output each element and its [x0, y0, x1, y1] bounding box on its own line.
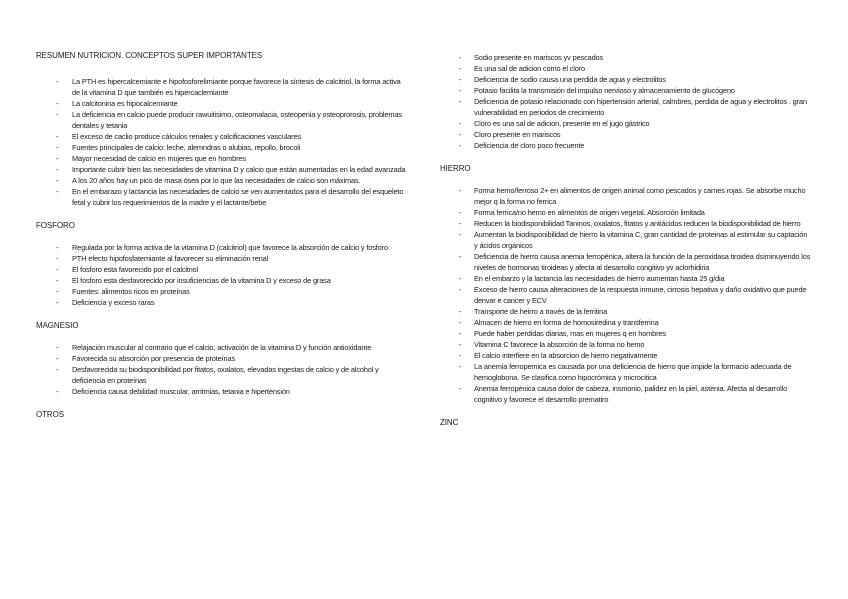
- fosforo-heading: FOSFORO: [36, 221, 75, 230]
- list-item: - Mayor necesidad de calcio en mujeres que en hombres: [36, 153, 406, 164]
- list-item: - Cloro es una sal de adicion, presente en el jugo gástrico: [440, 118, 812, 129]
- list-item: - Deficiencia causa debilidad muscular, arritmias, tetania e hipertensión: [36, 386, 406, 397]
- list-item: - Potasio facilita la transmisión del impulso nervioso y almacenamiento de glucógeno: [440, 85, 812, 96]
- list-item: - La anemia ferropemica es causada por una deficiencia de hierro que impide la formacio adecuada de hemoglobona. Se clasifica como hipocrómica y microcitica: [440, 361, 812, 383]
- hierro-list: [440, 185, 812, 405]
- list-item: - Fuentes principales de calcio: leche, alemndras o alubias, repollo, brocoli: [36, 142, 406, 153]
- list-item: - Fuentes: alimentos ricos en proteínas: [36, 286, 406, 297]
- list-item: - En el embarazo y lactancia las necesidades de calcio se ven aumentados para el desarrollo del esqueleto fetal y cubrir los requerimientos de la madre y el lactante/bebe: [36, 186, 406, 208]
- list-item: - Desfavorecida su biodisponibilidad por fitatos, oxalatos, elevadas ingestas de calcio y de alcohol y deficiencia en proteínas: [36, 364, 406, 386]
- list-item: - Importante cubrir bien las necesidades de vitamina D y calcio que están aumentadas en la edad avanzada: [36, 164, 406, 175]
- hierro-heading: HIERRO: [440, 164, 471, 173]
- list-item: - Transporte de heirro a través de la ferritina: [440, 306, 812, 317]
- list-item: - Deficiencia de potasio relacionado con hipertensión arterial, calmbres, perdida de agua y electrolitos . gran vulnerabilidad en periodos de crecimiento: [440, 96, 812, 118]
- magnesio-list: [36, 342, 406, 397]
- list-item: - Exceso de hierro causa alteraciones de la respuesta inmune, cirrosis hepativa y daño oxidativo que puede derivar e cancer y ECV: [440, 284, 812, 306]
- list-item: - Deficiencia y exceso raras: [36, 297, 406, 308]
- list-item: - La deficiencia en calcio puede producir rawuitisimo, osteomalacia, osteopenia y osteoprorosis, problemas dentales y tetania: [36, 109, 406, 131]
- list-item: - Cloro presente en mariscos: [440, 129, 812, 140]
- list-item: - Deficiencia de hierro causa anemia ferropénica, altera la función de la peroxidasa tiroidea dsiminuyendo los niveles de hormonas tiroideas y afecta al desarrollo congitivo yv aclorhidiria: [440, 251, 812, 273]
- list-item: - Vitamina C favorece la absorción de la forma no hemo: [440, 339, 812, 350]
- list-item: - El fosforo esta desfavorecido por insuficiencias de la vitamina D y exceso de grasa: [36, 275, 406, 286]
- list-item: - Es una sal de adicion como el cloro: [440, 63, 812, 74]
- list-item: - PTH efecto hipofosfatemiante al favorecer su eliminación renal: [36, 253, 406, 264]
- fosforo-list: [36, 242, 406, 308]
- zinc-heading: ZINC: [440, 418, 459, 427]
- calcio-list: [36, 76, 406, 208]
- list-item: - Almacen de hierro en forma de homosiredina y transferrina: [440, 317, 812, 328]
- list-item: - En el embarzo y la lactancia las necesidades de hierro aumentan hasta 25 g/dia: [440, 273, 812, 284]
- list-item: - El fosforo esta favorecido por el calcitriol: [36, 264, 406, 275]
- list-item: - Puede haber perdidas diarias, mas en mujeres q en hombres: [440, 328, 812, 339]
- list-item: - Deficiencia de sodio causa una perdida de agua y electrolitos: [440, 74, 812, 85]
- list-item: - La PTH es hipercalcemiante e hipofosforelimiante porque favorece la síntesis de calcitriol, la forma activa de la vitamina D que también es hipercaclemiante: [36, 76, 406, 98]
- list-item: - Relajación muscular al contrario que el calcio, activación de la vitamina D y función antioxidante: [36, 342, 406, 353]
- otros-list: [440, 52, 812, 151]
- list-item: - Reducen la biodisponibilidad Taninos, oxalatos, fitatos y antiácidos reducen la biodisponibilidad de hierro: [440, 218, 812, 229]
- list-item: - Anemia ferropénica causa dolor de cabeza, insmonio, palidez en la piel, astenia. Afecta al desarrollo cognitivo y favorece el desarrollo prematiro: [440, 383, 812, 405]
- list-item: - Forma ferrica/no hemo en alimentos de origen vegetal. Absorción limitada: [440, 207, 812, 218]
- list-item: - El exceso de caclio produce cálculos renales y calcificaciones vasculares: [36, 131, 406, 142]
- list-item: - Regulada por la forma activa de la vitamina D (calcitriol) que favorece la absorción de calcio y fosforo: [36, 242, 406, 253]
- list-item: - Sodio presente en mariscos yv pescados: [440, 52, 812, 63]
- magnesio-heading: MAGNESIO: [36, 321, 79, 330]
- list-item: - Favorecida su absorción por presencia de proteínas: [36, 353, 406, 364]
- left-column: [36, 50, 406, 420]
- list-item: - Deficiencia de cloro poco frecuente: [440, 140, 812, 151]
- list-item: - La calcitonina es hipocalcemiante: [36, 98, 406, 109]
- list-item: - Aumentan la biodisponibilidad de hierro la vitamina C, gran cantidad de proteinas al estimular su captación y ácidos orgánicos: [440, 229, 812, 251]
- right-column: [440, 52, 812, 428]
- list-item: - El calcio interfiere en la absorcion de hierro negativamente: [440, 350, 812, 361]
- list-item: - Forma hemo/ferroso 2+ en alimentos de origen animal como pescados y carnes rojas. Se absorbe mucho mejor q la forma no ferrica: [440, 185, 812, 207]
- otros-heading: OTROS: [36, 410, 64, 419]
- list-item: - A los 20 años hay un pico de masa ósea por lo que las necesidades de calcio son máximas.: [36, 175, 406, 186]
- document-title: RESUMEN NUTRICION. CONCEPTOS SUPER IMPORTANTES: [36, 51, 263, 60]
